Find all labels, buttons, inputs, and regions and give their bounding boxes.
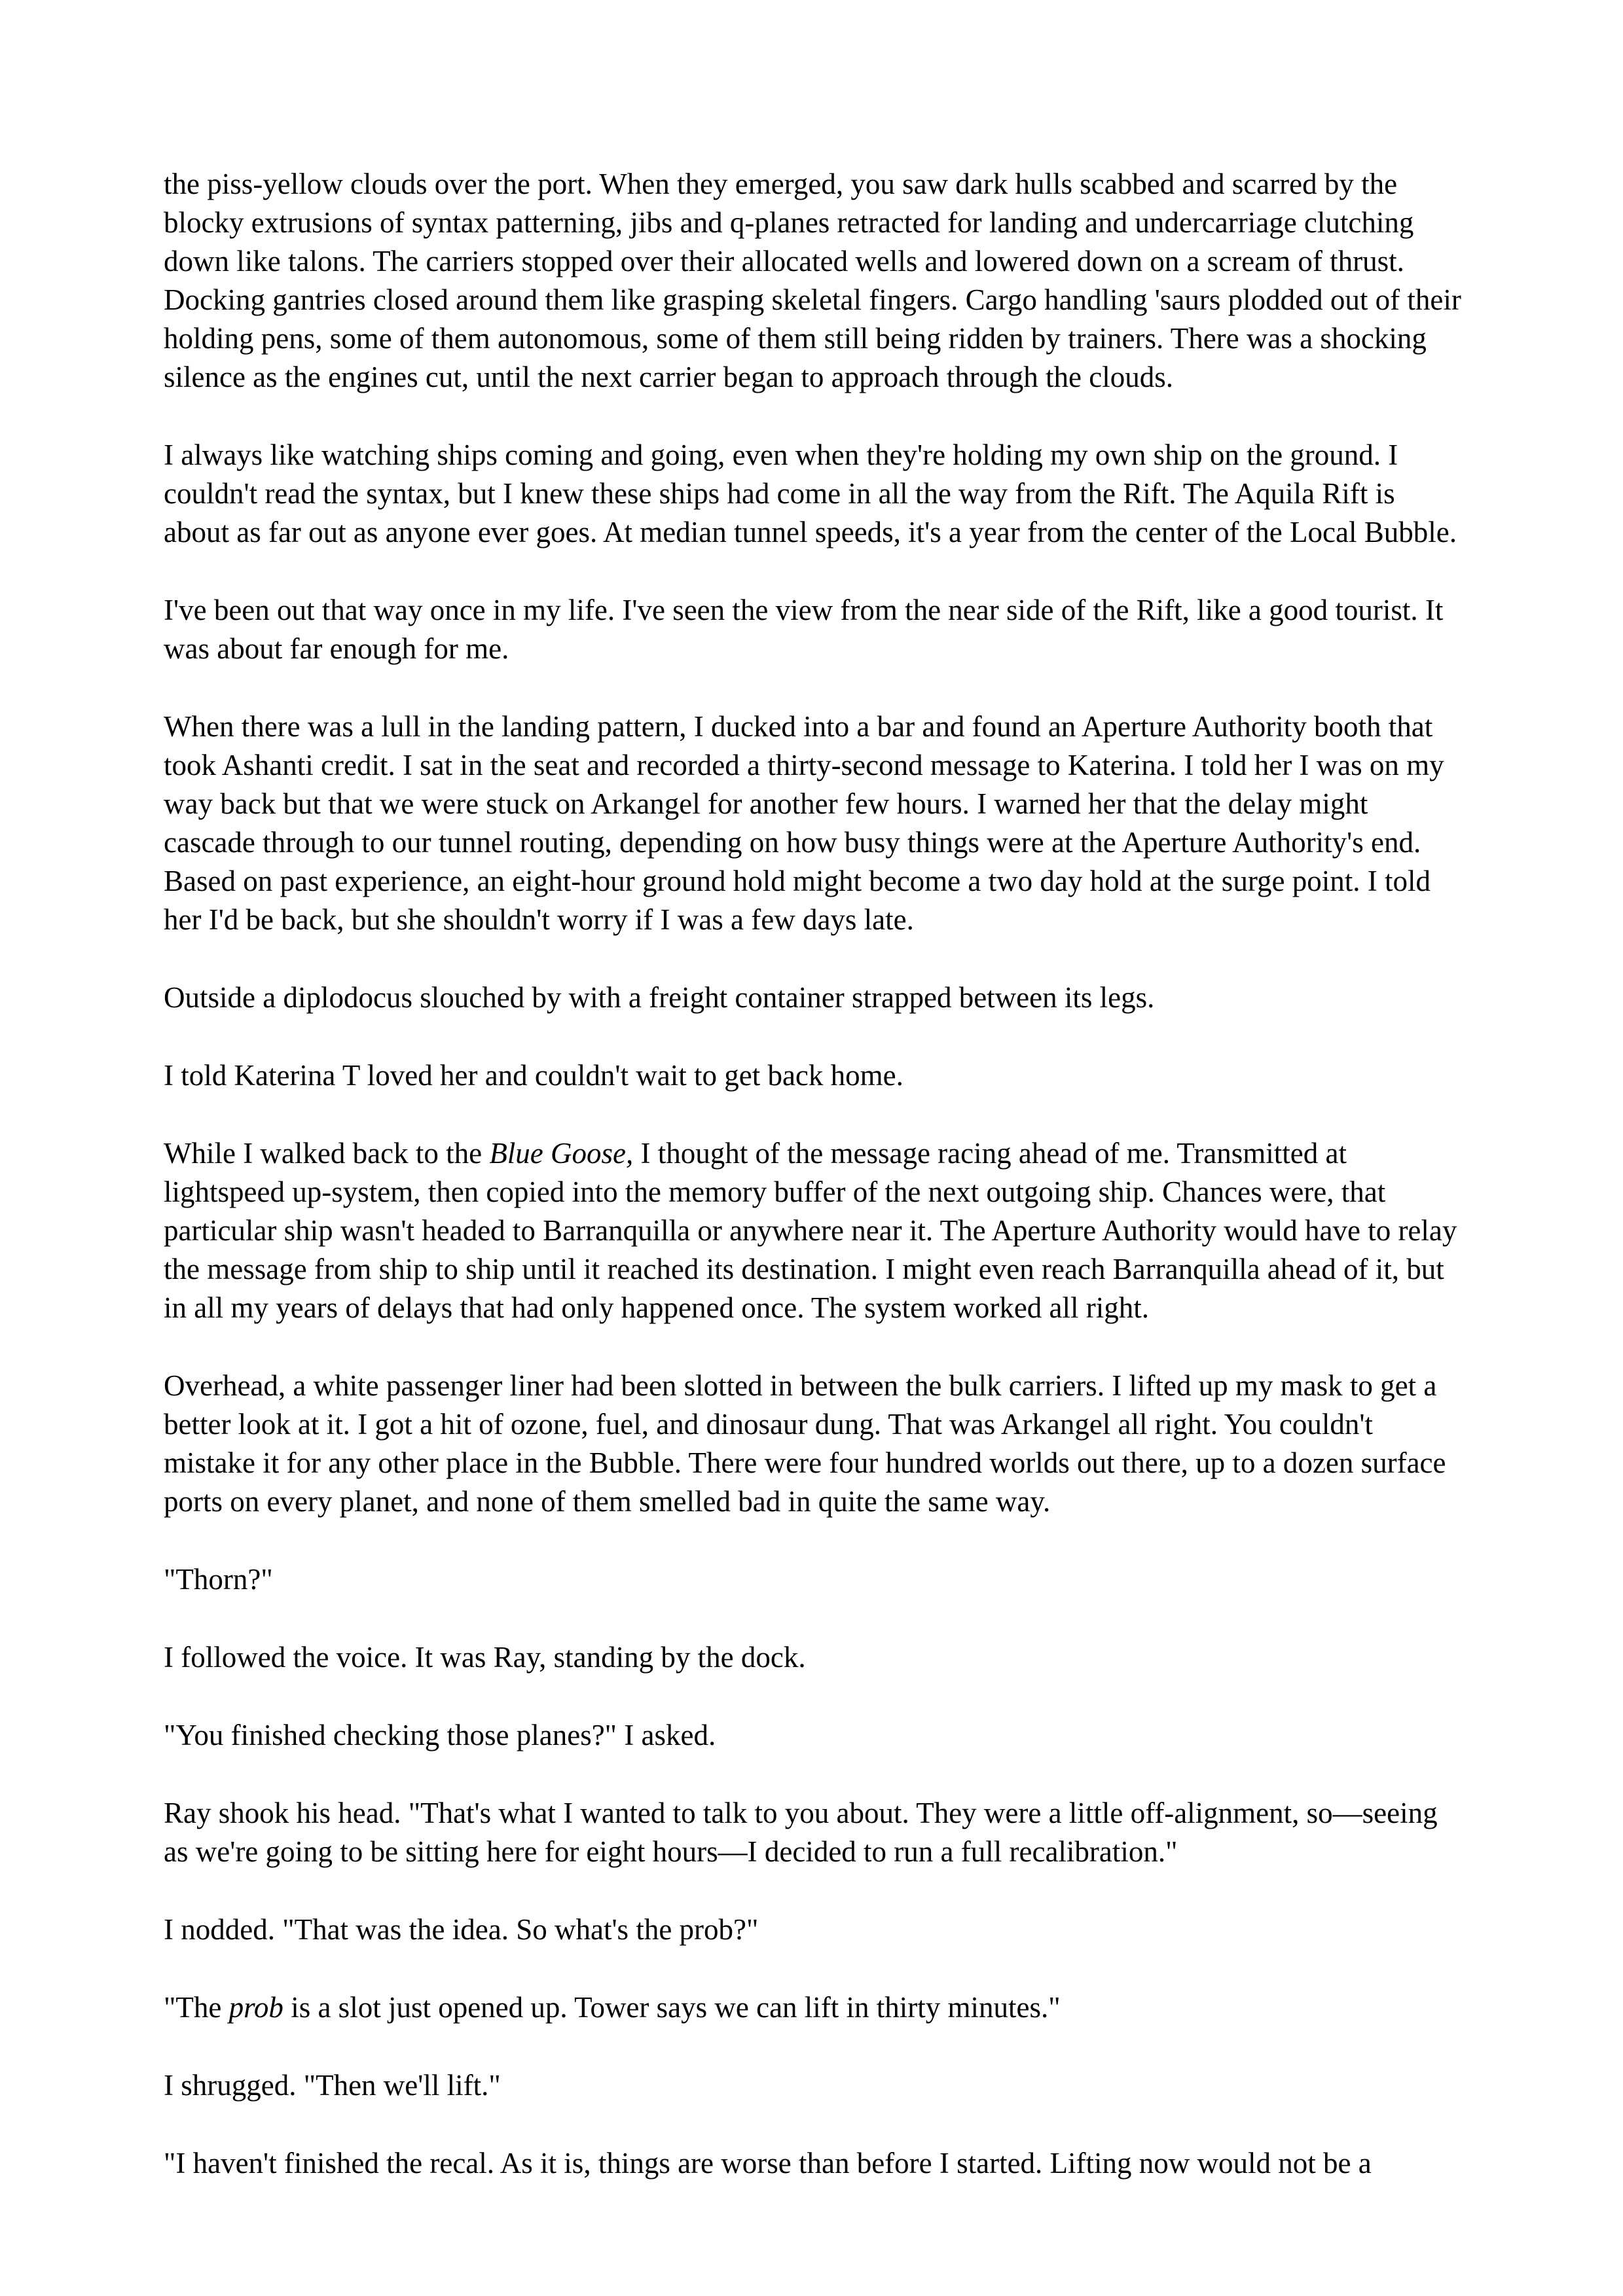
paragraph-14	[164, 1988, 1467, 2027]
paragraph-13	[164, 1910, 1467, 1949]
paragraph-text: is a slot just opened up. Tower says we can lift in thirty minutes."	[283, 1991, 1061, 2024]
paragraph-5	[164, 978, 1467, 1017]
paragraph-text: Outside a diplodocus slouched by with a freight container strapped between its legs.	[164, 981, 1155, 1014]
paragraph-text: the piss-yellow clouds over the port. When they emerged, you saw dark hulls scabbed and scarred by the blocky extrusions of syntax patterning, jibs and q-planes retracted for landing and undercarriage clutching down like talons. The carriers stopped over their allocated wells and lowered down on a scream of thrust. Docking gantries closed around them like grasping skeletal fingers. Cargo handling 'saurs plodded out of their holding pens, some of them autonomous, some of them still being ridden by trainers. There was a shocking silence as the engines cut, until the next carrier began to approach through the clouds.	[164, 168, 1461, 393]
paragraph-text: I've been out that way once in my life. I've seen the view from the near side of the Rift, like a good tourist. It was about far enough for me.	[164, 594, 1444, 665]
paragraph-11	[164, 1716, 1467, 1755]
paragraph-10	[164, 1638, 1467, 1677]
paragraph-text: I nodded. "That was the idea. So what's the prob?"	[164, 1913, 759, 1946]
paragraph-text: While I walked back to the	[164, 1137, 490, 1170]
paragraph-15	[164, 2066, 1467, 2105]
paragraph-2	[164, 436, 1467, 552]
ship-name-italic: Blue Goose,	[489, 1137, 634, 1170]
paragraph-12	[164, 1794, 1467, 1871]
paragraph-text: "Thorn?"	[164, 1563, 273, 1596]
paragraph-text: "I haven't finished the recal. As it is, things are worse than before I started. Lifting now would not be a	[164, 2147, 1372, 2179]
paragraph-4	[164, 708, 1467, 939]
paragraph-text: Overhead, a white passenger liner had been slotted in between the bulk carriers. I lifted up my mask to get a better look at it. I got a hit of ozone, fuel, and dinosaur dung. That was Arkangel all right. You couldn't mistake it for any other place in the Bubble. There were four hundred worlds out there, up to a dozen surface ports on every planet, and none of them smelled bad in quite the same way.	[164, 1369, 1446, 1518]
paragraph-9	[164, 1560, 1467, 1599]
paragraph-8	[164, 1367, 1467, 1521]
document-page	[164, 165, 1467, 2183]
paragraph-text: I thought of the message racing ahead of me. Transmitted at lightspeed up-system, then copied into the memory buffer of the next outgoing ship. Chances were, that particular ship wasn't headed to Barranquilla or anywhere near it. The Aperture Authority would have to relay the message from ship to ship until it reached its destination. I might even reach Barranquilla ahead of it, but in all my years of delays that had only happened once. The system worked all right.	[164, 1137, 1457, 1324]
paragraph-3	[164, 591, 1467, 668]
paragraph-text: When there was a lull in the landing pattern, I ducked into a bar and found an Aperture Authority booth that took Ashanti credit. I sat in the seat and recorded a thirty-second message to Katerina. I told her I was on my way back but that we were stuck on Arkangel for another few hours. I warned her that the delay might cascade through to our tunnel routing, depending on how busy things were at the Aperture Authority's end. Based on past experience, an eight-hour ground hold might become a two day hold at the surge point. I told her I'd be back, but she shouldn't worry if I was a few days late.	[164, 710, 1444, 936]
paragraph-text: I told Katerina T loved her and couldn't wait to get back home.	[164, 1059, 903, 1092]
paragraph-text: I always like watching ships coming and going, even when they're holding my own ship on the ground. I couldn't read the syntax, but I knew these ships had come in all the way from the Rift. The Aquila Rift is about as far out as anyone ever goes. At median tunnel speeds, it's a year from the center of the Local Bubble.	[164, 439, 1457, 548]
paragraph-7	[164, 1134, 1467, 1327]
paragraph-1	[164, 165, 1467, 397]
paragraph-text: "You finished checking those planes?" I asked.	[164, 1719, 716, 1751]
paragraph-16	[164, 2144, 1467, 2183]
paragraph-text: "The	[164, 1991, 229, 2024]
paragraph-text: I shrugged. "Then we'll lift."	[164, 2069, 501, 2102]
paragraph-text: I followed the voice. It was Ray, standing by the dock.	[164, 1641, 806, 1674]
paragraph-text: Ray shook his head. "That's what I wanted to talk to you about. They were a little off-alignment, so—seeing as we're going to be sitting here for eight hours—I decided to run a full recalibration."	[164, 1797, 1438, 1868]
emphasis-italic: prob	[228, 1991, 283, 2024]
paragraph-6	[164, 1056, 1467, 1095]
